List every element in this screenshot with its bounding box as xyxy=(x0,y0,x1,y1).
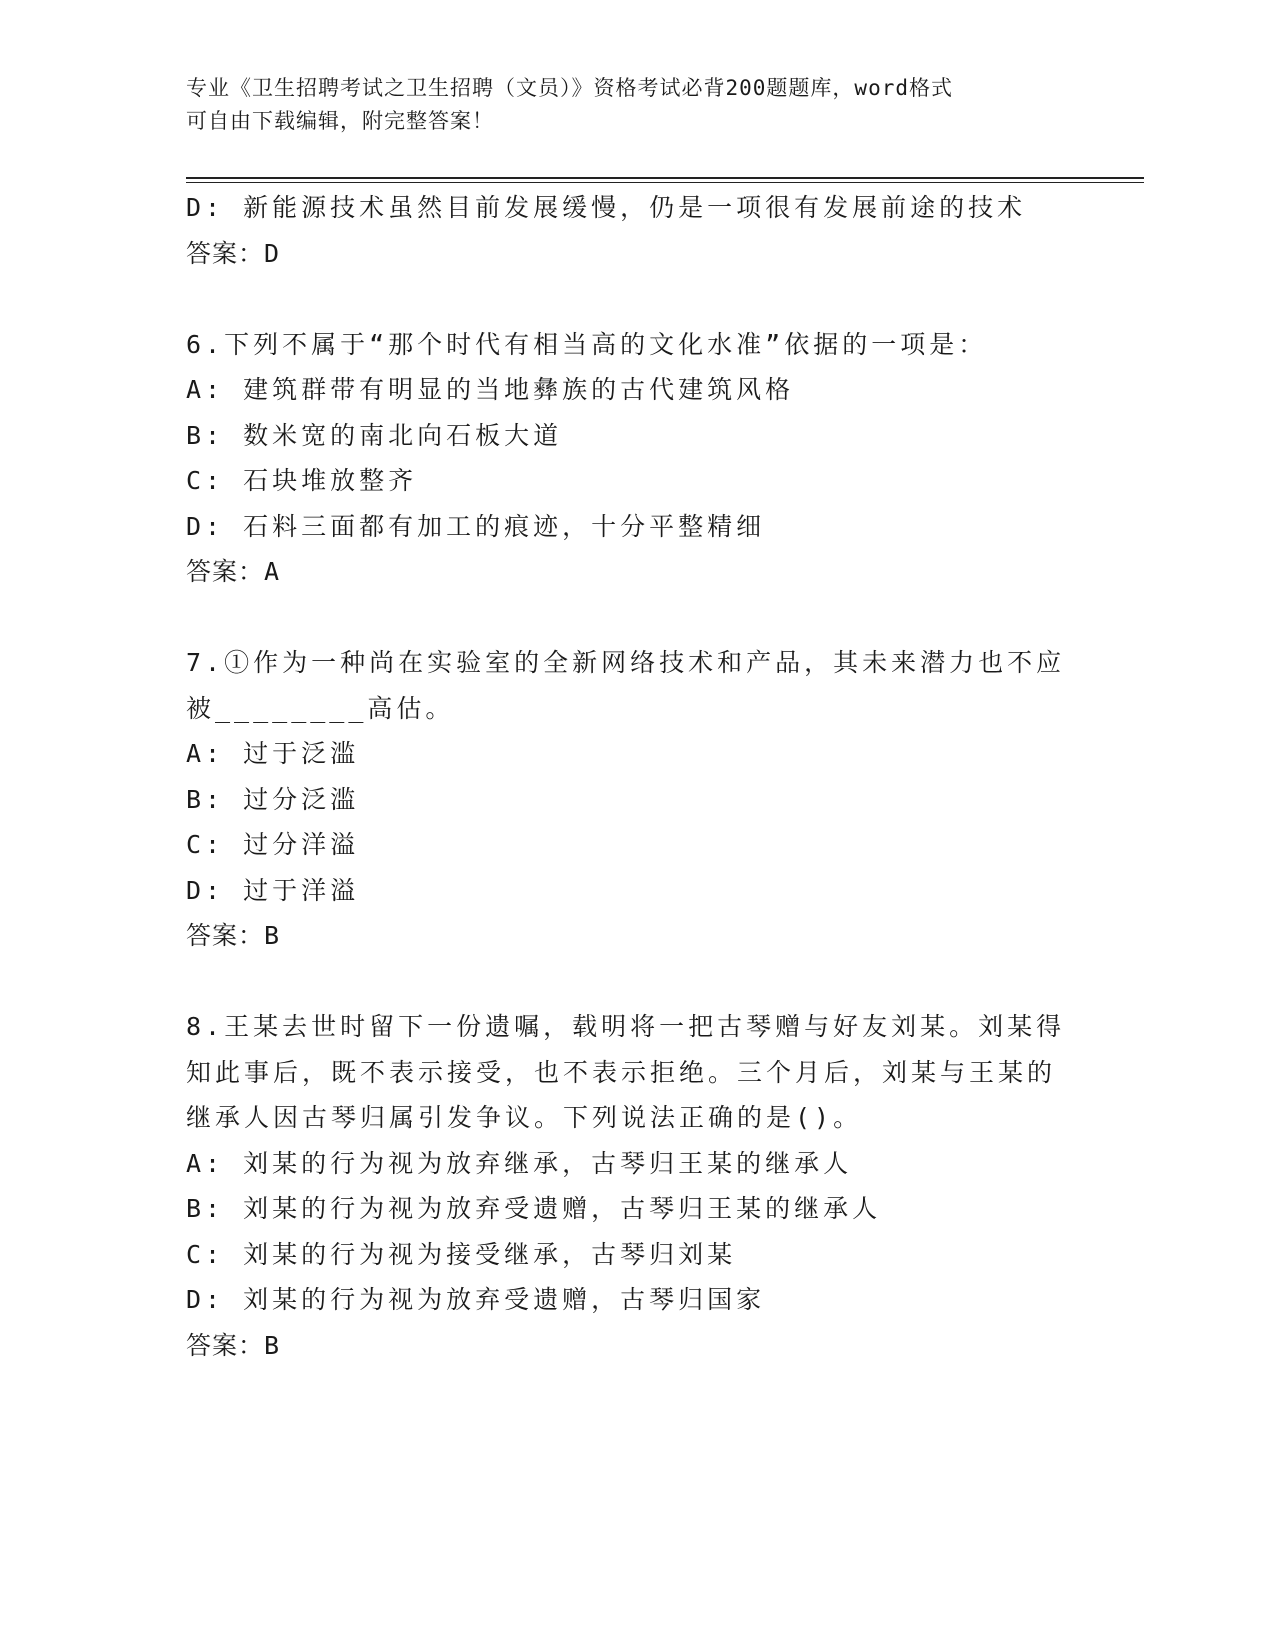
header-title-line2: 可自由下载编辑，附完整答案！ xyxy=(186,109,494,133)
question-7 xyxy=(186,640,1066,959)
header-title-line1: 专业《卫生招聘考试之卫生招聘（文员）》资格考试必背200题题库，word格式 xyxy=(186,76,953,100)
question-8-stem-line1: 8.王某去世时留下一份遗嘱，载明将一把古琴赠与好友刘某。刘某得 xyxy=(186,1012,1066,1041)
question-6 xyxy=(186,322,1066,595)
header-divider-thick xyxy=(186,177,1144,179)
spacer xyxy=(186,959,1066,1005)
question-7-option-d: D: 过于洋溢 xyxy=(186,875,360,905)
question-list xyxy=(186,185,1066,1368)
question-6-option-d: D: 石料三面都有加工的痕迹，十分平整精细 xyxy=(186,511,766,541)
question-6-answer: 答案：A xyxy=(186,557,281,586)
question-6-stem: 6.下列不属于“那个时代有相当高的文化水准”依据的一项是： xyxy=(186,329,988,359)
question-8 xyxy=(186,1004,1066,1368)
question-7-answer: 答案：B xyxy=(186,921,281,950)
question-5-answer: 答案：D xyxy=(186,238,281,268)
question-5-option-d: D: 新能源技术虽然目前发展缓慢，仍是一项很有发展前途的技术 xyxy=(186,193,1027,222)
question-8-stem-line2: 知此事后，既不表示接受，也不表示拒绝。三个月后，刘某与王某的 xyxy=(186,1057,1057,1087)
question-8-option-a: A: 刘某的行为视为放弃继承，古琴归王某的继承人 xyxy=(186,1148,853,1178)
page-header xyxy=(186,72,1066,138)
question-7-option-c: C: 过分洋溢 xyxy=(186,830,360,859)
question-7-stem-line2: 被________高估。 xyxy=(186,693,455,723)
question-7-option-a: A: 过于泛滥 xyxy=(186,739,360,768)
question-8-stem-line3: 继承人因古琴归属引发争议。下列说法正确的是()。 xyxy=(186,1103,863,1132)
spacer xyxy=(186,276,1066,322)
question-6-option-a: A: 建筑群带有明显的当地彝族的古代建筑风格 xyxy=(186,375,795,404)
question-5-tail xyxy=(186,185,1066,276)
header-divider-thin xyxy=(186,182,1144,183)
question-6-option-c: C: 石块堆放整齐 xyxy=(186,466,418,495)
question-7-stem-line1: 7.①作为一种尚在实验室的全新网络技术和产品，其未来潜力也不应 xyxy=(186,648,1066,677)
question-8-option-b: B: 刘某的行为视为放弃受遗赠，古琴归王某的继承人 xyxy=(186,1194,882,1223)
spacer xyxy=(186,595,1066,641)
question-7-option-b: B: 过分泛滥 xyxy=(186,784,360,814)
question-8-option-d: D: 刘某的行为视为放弃受遗赠，古琴归国家 xyxy=(186,1285,766,1314)
question-8-answer: 答案：B xyxy=(186,1330,281,1360)
question-6-option-b: B: 数米宽的南北向石板大道 xyxy=(186,420,563,450)
question-8-option-c: C: 刘某的行为视为接受继承，古琴归刘某 xyxy=(186,1239,737,1269)
